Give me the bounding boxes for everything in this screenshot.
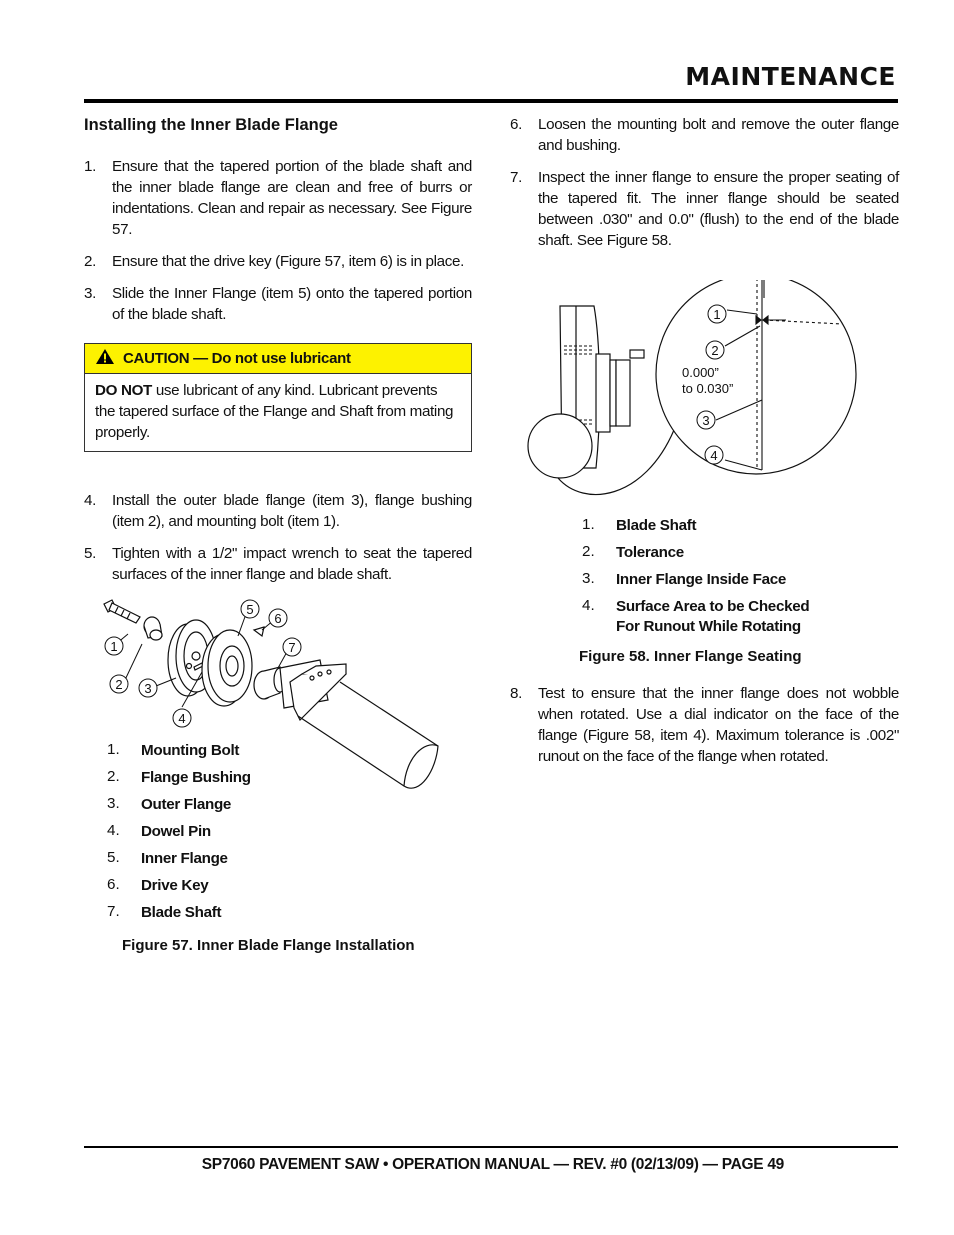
legend-num: 2.	[582, 543, 595, 560]
step-text: Slide the Inner Flange (item 5) onto the tapered portion of the blade shaft.	[112, 285, 472, 323]
drive-key-part	[254, 627, 264, 636]
step-number: 8.	[510, 685, 522, 702]
step-text: Ensure that the drive key (Figure 57, item 6) is in place.	[112, 253, 464, 270]
step-5	[84, 543, 472, 585]
tolerance-label-2: to 0.030”	[682, 381, 734, 396]
legend-label: Inner Flange	[141, 850, 228, 867]
callout-2: 2	[115, 677, 123, 692]
figure-57-legend	[107, 741, 251, 930]
right-column	[510, 114, 899, 262]
legend-item	[107, 741, 251, 768]
step-number: 3.	[84, 285, 96, 302]
legend-item	[107, 903, 251, 930]
step-number: 7.	[510, 169, 522, 186]
legend-item	[582, 543, 809, 570]
footer-rule	[84, 1146, 898, 1148]
legend-item	[582, 597, 809, 637]
legend-label: Tolerance	[616, 544, 684, 561]
caution-heading-text: CAUTION — Do not use lubricant	[123, 350, 351, 367]
header-rule	[84, 99, 898, 103]
warning-triangle-icon	[95, 348, 115, 369]
legend-item	[582, 570, 809, 597]
legend-num: 4.	[107, 822, 120, 839]
legend-item	[582, 516, 809, 543]
section-header: MAINTENANCE	[685, 62, 896, 91]
callout-7: 7	[288, 640, 296, 655]
flange-bushing-part	[144, 617, 162, 640]
step-7	[510, 167, 899, 251]
caution-bold-lead: DO NOT	[95, 382, 152, 399]
legend-num: 7.	[107, 903, 120, 920]
left-column	[84, 114, 472, 596]
step-1	[84, 156, 472, 240]
tolerance-label-1: 0.000”	[682, 365, 719, 380]
mounting-bolt-part	[104, 600, 140, 623]
callout-1: 1	[110, 639, 118, 654]
legend-num: 1.	[582, 516, 595, 533]
step-text: Test to ensure that the inner flange does not wobble when rotated. Use a dial indicator on the face of the flange (Figure 58, item 4). Maximum tolerance is .002" runout on the face of the flange when rotated.	[538, 685, 899, 765]
legend-label: Mounting Bolt	[141, 742, 240, 759]
legend-label-line1: Surface Area to be Checked	[616, 598, 810, 615]
legend-num: 3.	[582, 570, 595, 587]
callout-1: 1	[713, 307, 721, 322]
caution-body	[85, 374, 471, 451]
legend-label: Drive Key	[141, 877, 209, 894]
caution-heading	[85, 344, 471, 374]
legend-item	[107, 795, 251, 822]
step-8	[510, 683, 899, 767]
callout-4: 4	[710, 448, 718, 463]
legend-item	[107, 768, 251, 795]
callout-4: 4	[178, 711, 186, 726]
step-text: Loosen the mounting bolt and remove the outer flange and bushing.	[538, 116, 899, 154]
step-6	[510, 114, 899, 156]
legend-item	[107, 876, 251, 903]
legend-label: Outer Flange	[141, 796, 232, 813]
legend-num: 1.	[107, 741, 120, 758]
blade-shaft-part	[254, 660, 438, 788]
step-text: Ensure that the tapered portion of the blade shaft and the inner blade flange are clean and free of burrs or indentations. Clean and repair as necessary. See Figure 57.	[112, 158, 472, 238]
caution-body-text: use lubricant of any kind. Lubricant prevents the tapered surface of the Flange and Shaft from mating properly.	[95, 382, 454, 441]
footer-text: SP7060 PAVEMENT SAW • OPERATION MANUAL — REV. #0 (02/13/09) — PAGE 49	[201, 1156, 784, 1173]
legend-num: 2.	[107, 768, 120, 785]
step-text: Install the outer blade flange (item 3), flange bushing (item 2), and mounting bolt (item 1).	[112, 492, 472, 530]
right-column-lower	[510, 683, 899, 778]
callout-5: 5	[246, 602, 254, 617]
legend-label	[616, 597, 809, 637]
figure-57-caption: Figure 57. Inner Blade Flange Installation	[122, 937, 415, 954]
step-text: Tighten with a 1/2" impact wrench to seat the tapered surfaces of the inner flange and blade shaft.	[112, 545, 472, 583]
callout-2: 2	[711, 343, 719, 358]
step-3	[84, 283, 472, 325]
step-text: Inspect the inner flange to ensure the proper seating of the tapered fit. The inner flange should be seated between .030" and 0.0" (flush) to the end of the blade shaft. See Figure 58.	[538, 169, 899, 249]
legend-num: 3.	[107, 795, 120, 812]
legend-item	[107, 822, 251, 849]
section-title: Installing the Inner Blade Flange	[84, 116, 338, 134]
legend-label: Dowel Pin	[141, 823, 211, 840]
step-number: 2.	[84, 253, 96, 270]
legend-label: Inner Flange Inside Face	[616, 571, 787, 588]
figure-58-caption: Figure 58. Inner Flange Seating	[579, 648, 802, 665]
callout-3: 3	[144, 681, 152, 696]
caution-box	[84, 343, 472, 452]
step-number: 4.	[84, 492, 96, 509]
callout-6: 6	[274, 611, 282, 626]
legend-item	[107, 849, 251, 876]
legend-num: 5.	[107, 849, 120, 866]
legend-label: Blade Shaft	[141, 904, 222, 921]
step-4	[84, 490, 472, 532]
figure-58-drawing	[524, 280, 874, 510]
figure-58-legend	[582, 516, 809, 637]
step-2	[84, 251, 472, 272]
legend-label: Flange Bushing	[141, 769, 251, 786]
step-number: 6.	[510, 116, 522, 133]
step-number: 1.	[84, 158, 96, 175]
legend-num: 4.	[582, 597, 595, 614]
callout-3: 3	[702, 413, 710, 428]
legend-num: 6.	[107, 876, 120, 893]
legend-label-line2: For Runout While Rotating	[616, 618, 801, 635]
legend-label: Blade Shaft	[616, 517, 697, 534]
step-number: 5.	[84, 545, 96, 562]
